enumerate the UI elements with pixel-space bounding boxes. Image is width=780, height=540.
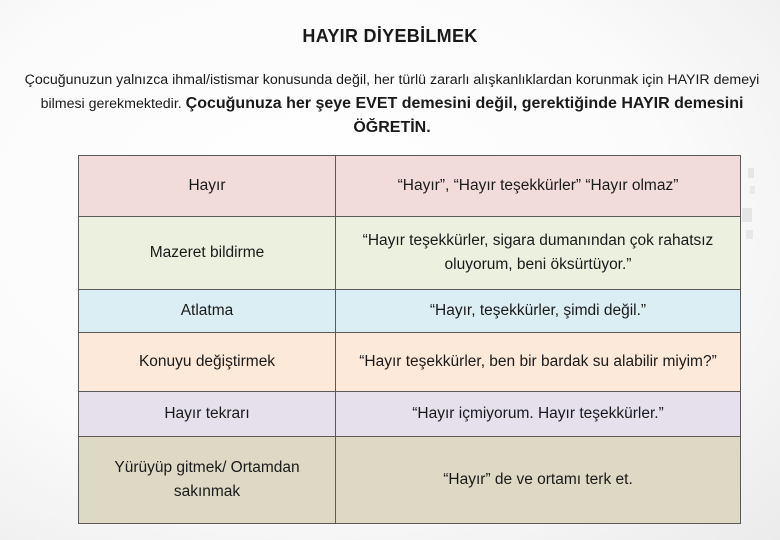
slide-title: HAYIR DİYEBİLMEK xyxy=(302,26,478,46)
refusal-methods-table xyxy=(78,155,741,524)
table-row xyxy=(79,437,741,524)
method-cell: Hayır tekrarı xyxy=(79,392,336,437)
table-row xyxy=(79,217,741,290)
example-cell: “Hayır içmiyorum. Hayır teşekkürler.” xyxy=(336,392,741,437)
background-decoration xyxy=(726,150,762,250)
intro-emphasis: Çocuğunuza her şeye EVET demesini değil, gerektiğinde HAYIR demesini ÖĞRETİN. xyxy=(185,95,744,136)
intro-text: Çocuğunuzun yalnızca ihmal/istismar konusunda değil, her türlü zararlı alışkanlıklardan korunmak için HAYIR demeyi bilmesi gerekmektedir. xyxy=(24,72,760,112)
example-cell: “Hayır, teşekkürler, şimdi değil.” xyxy=(336,290,741,333)
example-cell: “Hayır”, “Hayır teşekkürler” “Hayır olmaz” xyxy=(336,156,741,217)
example-cell: “Hayır” de ve ortamı terk et. xyxy=(336,437,741,524)
table-row xyxy=(79,156,741,217)
intro-paragraph xyxy=(12,68,772,140)
table-row xyxy=(79,290,741,333)
table-row xyxy=(79,333,741,392)
example-cell: “Hayır teşekkürler, ben bir bardak su alabilir miyim?” xyxy=(336,333,741,392)
method-cell: Atlatma xyxy=(79,290,336,333)
method-cell: Mazeret bildirme xyxy=(79,217,336,290)
method-cell: Yürüyüp gitmek/ Ortamdan sakınmak xyxy=(79,437,336,524)
example-cell: “Hayır teşekkürler, sigara dumanından çok rahatsız oluyorum, beni öksürtüyor.” xyxy=(336,217,741,290)
method-cell: Konuyu değiştirmek xyxy=(79,333,336,392)
method-cell: Hayır xyxy=(79,156,336,217)
table-row xyxy=(79,392,741,437)
